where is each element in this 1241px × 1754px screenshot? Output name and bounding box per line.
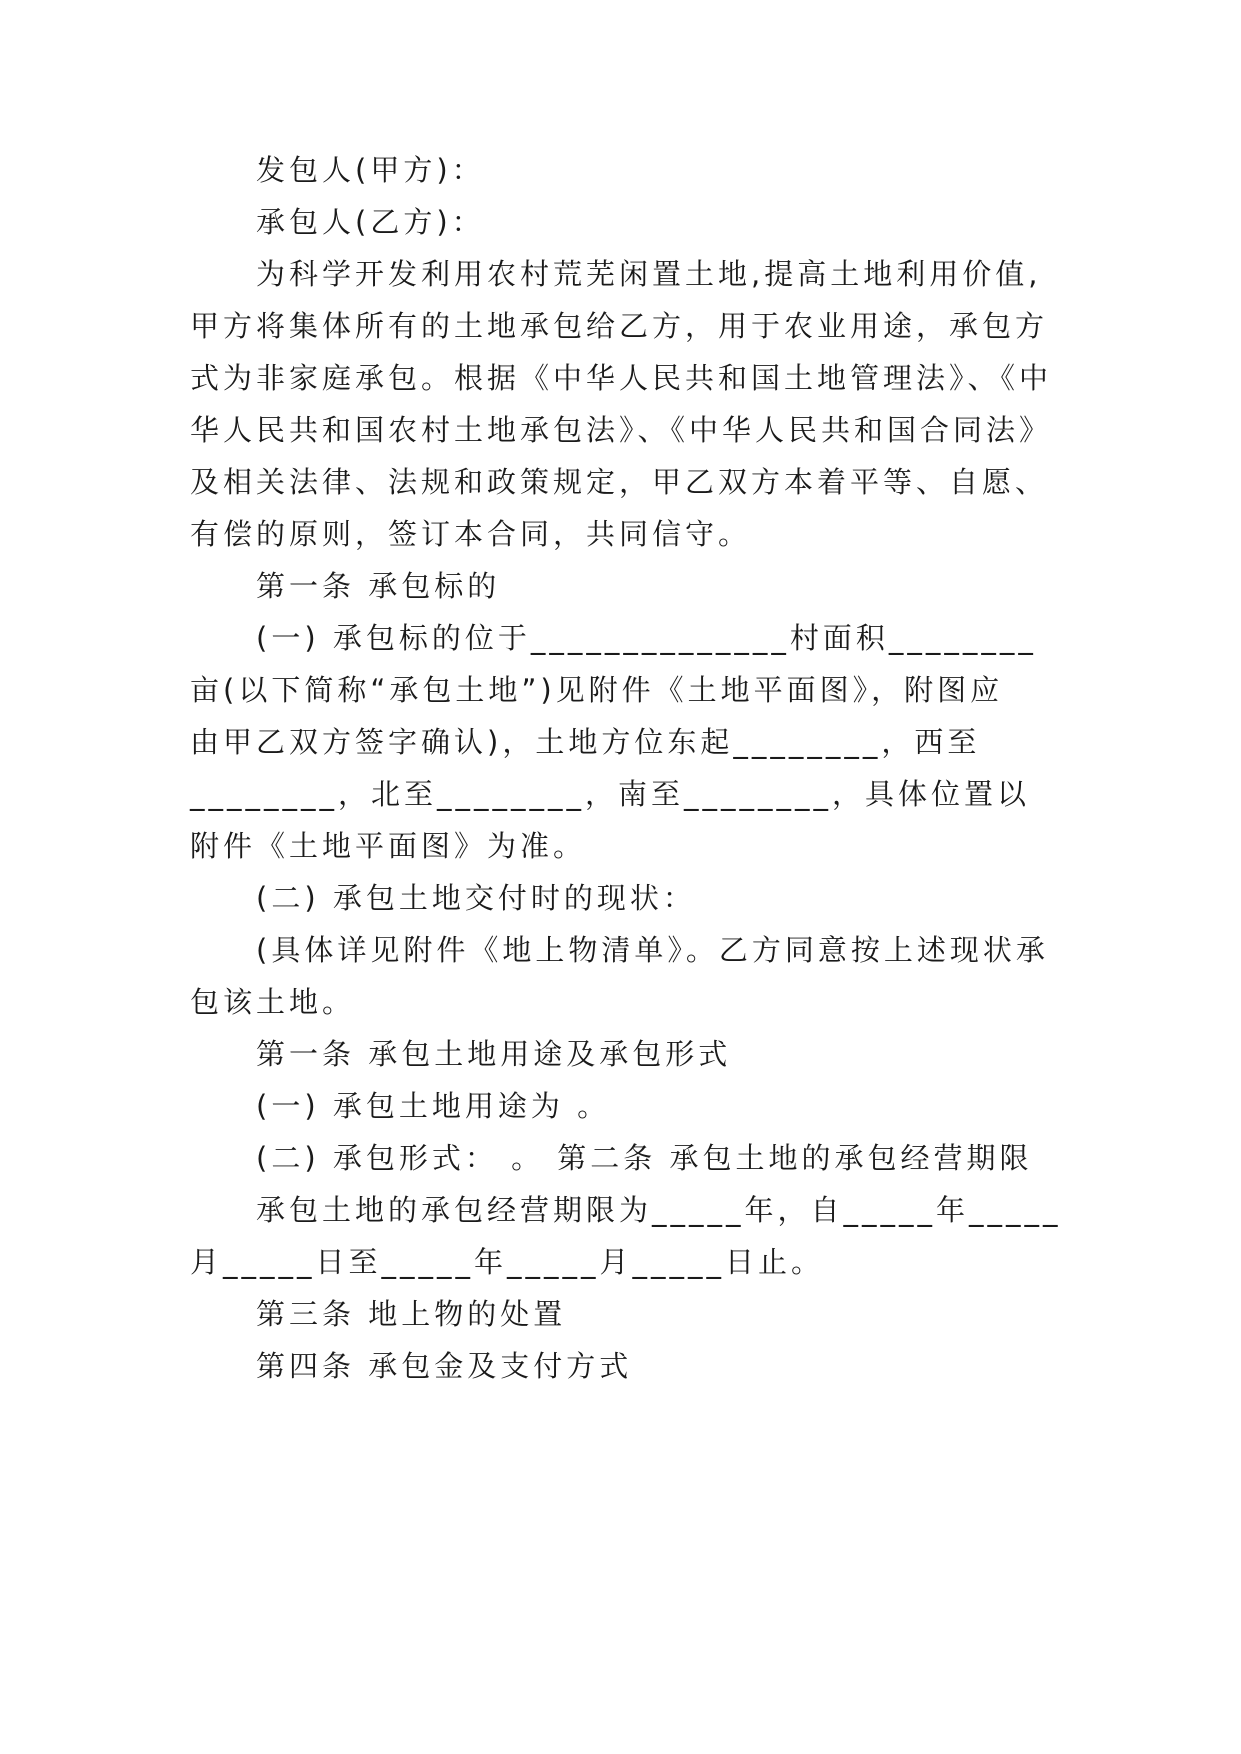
term-line-1: 承包土地的承包经营期限为_____年，自_____年_____: [256, 1193, 1062, 1227]
preamble-line-6: 有偿的原则，签订本合同，共同信守。: [190, 517, 752, 551]
clause-use-2: (二) 承包形式： 。 第二条 承包土地的承包经营期限: [256, 1141, 1033, 1175]
preamble-line-1: 为科学开发利用农村荒芜闲置土地,提高土地利用价值,: [256, 257, 1042, 291]
preamble-line-5: 及相关法律、法规和政策规定，甲乙双方本着平等、自愿、: [190, 465, 1049, 499]
article-use-heading: 第一条 承包土地用途及承包形式: [256, 1037, 732, 1071]
clause-1-1-line-5: 附件《土地平面图》为准。: [190, 829, 587, 863]
term-line-2: 月_____日至_____年_____月_____日止。: [190, 1245, 825, 1279]
preamble-line-4: 华人民共和国农村土地承包法》、《中华人民共和国合同法》: [190, 413, 1053, 447]
clause-1-2-line-1: (具体详见附件《地上物清单》。乙方同意按上述现状承: [256, 933, 1049, 967]
clause-1-2-heading: (二) 承包土地交付时的现状：: [256, 881, 696, 915]
party-a-line: 发包人(甲方)：: [256, 153, 485, 187]
clause-1-1-line-3: 由甲乙双方签字确认)，土地方位东起________，西至: [190, 725, 981, 759]
article-4-heading: 第四条 承包金及支付方式: [256, 1349, 633, 1383]
preamble-line-2: 甲方将集体所有的土地承包给乙方，用于农业用途，承包方: [190, 309, 1049, 343]
party-b-line: 承包人(乙方)：: [256, 205, 485, 239]
clause-1-1-line-1: (一) 承包标的位于______________村面积________: [256, 621, 1037, 655]
clause-use-1: (一) 承包土地用途为 。: [256, 1089, 611, 1123]
preamble-line-3: 式为非家庭承包。根据《中华人民共和国土地管理法》、《中: [190, 361, 1053, 395]
clause-1-1-line-2: 亩(以下简称“承包土地”)见附件《土地平面图》，附图应: [190, 673, 1004, 707]
article-3-heading: 第三条 地上物的处置: [256, 1297, 567, 1331]
article-1-heading: 第一条 承包标的: [256, 569, 501, 603]
clause-1-1-line-4: ________，北至________，南至________，具体位置以: [190, 777, 1031, 811]
clause-1-2-line-2: 包该土地。: [190, 985, 356, 1019]
